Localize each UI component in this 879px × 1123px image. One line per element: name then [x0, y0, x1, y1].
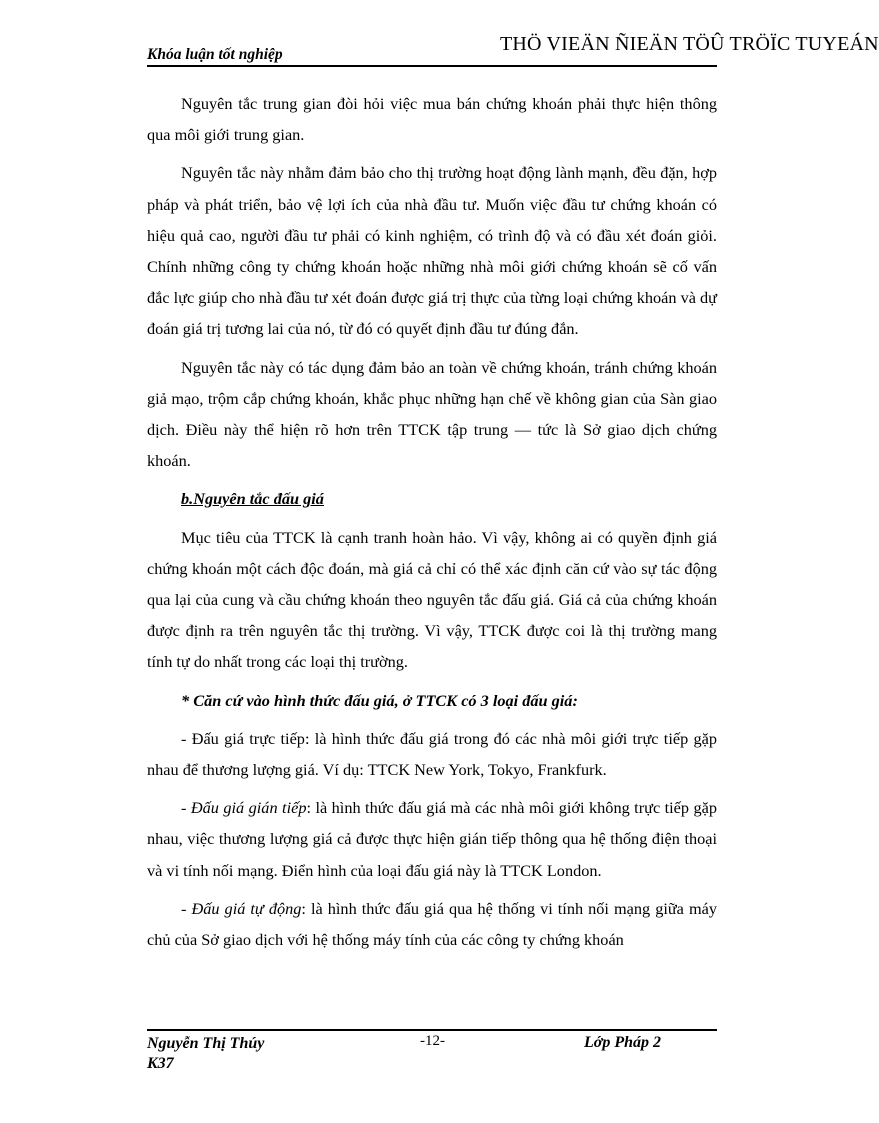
paragraph-safety: Nguyên tắc này có tác dụng đảm bảo an toàn về chứng khoán, tránh chứng khoán giả mạo, trộm cắp chứng khoán, khắc phục những hạn chế về không gian của Sàn giao dịch. Điều này thể hiện rõ hơn trên TTCK tập trung — tức là Sở giao dịch chứng khoán. [147, 357, 717, 471]
class-name: Lớp Pháp 2 [584, 1034, 662, 1051]
page-number: -12- [420, 1033, 445, 1049]
term-automatic-auction: Đấu giá tự động [191, 898, 302, 918]
document-title: Khóa luận tốt nghiệp [147, 46, 283, 63]
paragraph-automatic-auction [147, 893, 717, 955]
header-divider [147, 65, 717, 67]
footer-divider [147, 1029, 717, 1031]
author-name: Nguyễn Thị Thúy [147, 1035, 265, 1052]
library-banner: THÖ VIEÄN ÑIEÄN TÖÛ TRÖÏC TUYEÁN [500, 33, 879, 55]
dash-prefix: - [181, 798, 191, 818]
paragraph-direct-auction: - Đấu giá trực tiếp: là hình thức đấu giá trong đó các nhà môi giới trực tiếp gặp nhau để thương lượng giá. Ví dụ: TTCK New York, Tokyo, Frankfurk. [147, 728, 717, 780]
indirect-auction-text: : là hình thức đấu giá mà các nhà môi giới không trực tiếp gặp nhau, việc thương lượng giá cả được thực hiện gián tiếp thông qua hệ thống điện thoại và vi tính nối mạng. Điển hình của loại đấu giá này là TTCK London. [147, 798, 718, 880]
dash-prefix: - [181, 898, 192, 918]
subheading-auction-principle: b.Nguyên tắc đấu giá [181, 489, 324, 509]
author-cohort: K37 [147, 1055, 174, 1072]
paragraph-intermediary-principle: Nguyên tắc trung gian đòi hỏi việc mua bán chứng khoán phải thực hiện thông qua môi giới trung gian. [147, 94, 717, 145]
term-indirect-auction: Đấu giá gián tiếp [190, 798, 307, 818]
automatic-auction-text: : là hình thức đấu giá qua hệ thống vi tính nối mạng giữa máy chủ của Sở giao dịch với hệ thống máy tính của các công ty chứng khoán [147, 898, 717, 950]
paragraph-auction-types-heading: * Căn cứ vào hình thức đấu giá, ở TTCK có 3 loại đấu giá: [181, 690, 578, 710]
page-body [147, 88, 717, 962]
paragraph-market-health: Nguyên tắc này nhằm đảm bảo cho thị trường hoạt động lành mạnh, đều đặn, hợp pháp và phát triển, bảo vệ lợi ích của nhà đầu tư. Muốn việc đầu tư chứng khoán có hiệu quả cao, người đầu tư phải có kinh nghiệm, có trình độ và có đầu xét đoán giỏi. Chính những công ty chứng khoán hoặc những nhà môi giới chứng khoán sẽ cố vấn đắc lực giúp cho nhà đầu tư xét đoán được giá trị thực của từng loại chứng khoán và dự đoán giá trị tương lai của nó, từ đó có quyết định đầu tư đúng đắn. [147, 163, 717, 339]
paragraph-indirect-auction [147, 792, 717, 886]
section-subheading [147, 483, 717, 514]
footer-author [147, 1034, 307, 1074]
paragraph-competition: Mục tiêu của TTCK là cạnh tranh hoàn hảo. Vì vậy, không ai có quyền định giá chứng khoán một cách độc đoán, mà giá cả chỉ có thể xác định căn cứ vào sự tác động qua lại của cung và cầu chứng khoán theo nguyên tắc đấu giá. Giá cả của chứng khoán được định ra trên nguyên tắc thị trường. Vì vậy, TTCK được coi là thị trường mang tính tự do nhất trong các loại thị trường. [147, 527, 717, 672]
